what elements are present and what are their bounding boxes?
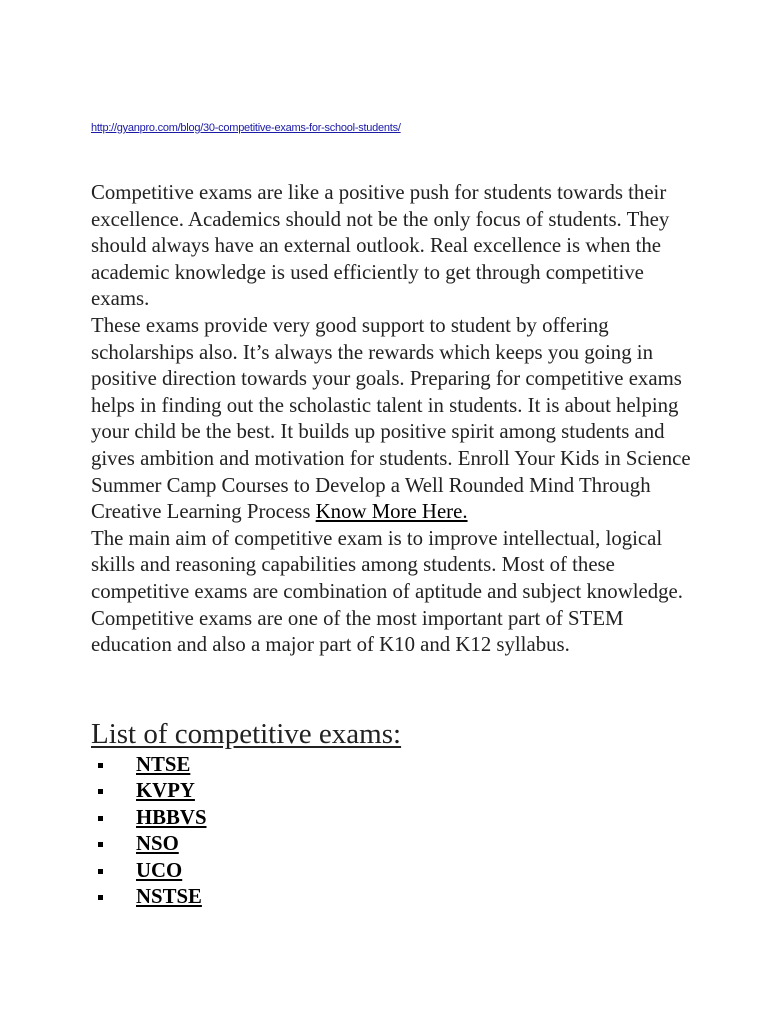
square-bullet-icon — [98, 816, 103, 821]
square-bullet-icon — [98, 842, 103, 847]
exam-link-kvpy[interactable]: KVPY — [136, 779, 195, 803]
list-item — [91, 752, 207, 778]
know-more-link[interactable]: Know More Here. — [315, 500, 468, 524]
paragraph-support — [91, 313, 691, 526]
exam-link-hbbvs[interactable]: HBBVS — [136, 805, 207, 829]
square-bullet-icon — [98, 869, 103, 874]
paragraph-intro: Competitive exams are like a positive push for students towards their excellence. Academics should not be the only focus of students. They should always have an external outlook. Real excellence is when the academic knowledge is used efficiently to get through competitive exams. — [91, 181, 670, 311]
exam-link-nstse[interactable]: NSTSE — [136, 884, 202, 908]
list-item — [91, 831, 207, 857]
exam-link-nso[interactable]: NSO — [136, 832, 179, 856]
square-bullet-icon — [98, 763, 103, 768]
list-item — [91, 858, 207, 884]
source-url-link[interactable]: http://gyanpro.com/blog/30-competitive-exams-for-school-students/ — [91, 122, 401, 134]
list-item — [91, 884, 207, 910]
exam-link-ntse[interactable]: NTSE — [136, 753, 191, 776]
square-bullet-icon — [98, 895, 103, 900]
exam-list — [91, 752, 207, 910]
list-item — [91, 778, 207, 804]
list-item — [91, 805, 207, 831]
square-bullet-icon — [98, 789, 103, 794]
paragraph-support-text: These exams provide very good support to student by offering scholarships also. It’s always the rewards which keeps you going in positive direction towards your goals. Preparing for competitive exams helps in finding out the scholastic talent in students. It is about helping your child be the best. It builds up positive spirit among students and gives ambition and motivation for students. Enroll Your Kids in Science Summer Camp Courses to Develop a Well Rounded Mind Through Creative Learning Process — [91, 313, 691, 524]
exam-link-uco[interactable]: UCO — [136, 858, 183, 882]
article-body — [91, 180, 691, 659]
paragraph-aim: The main aim of competitive exam is to improve intellectual, logical skills and reasoning capabilities among students. Most of these competitive exams are combination of aptitude and subject knowledge. Competitive exams are one of the most important part of STEM education and also a major part of K10 and K12 syllabus. — [91, 526, 683, 657]
exam-list-heading: List of competitive exams: — [91, 718, 402, 750]
